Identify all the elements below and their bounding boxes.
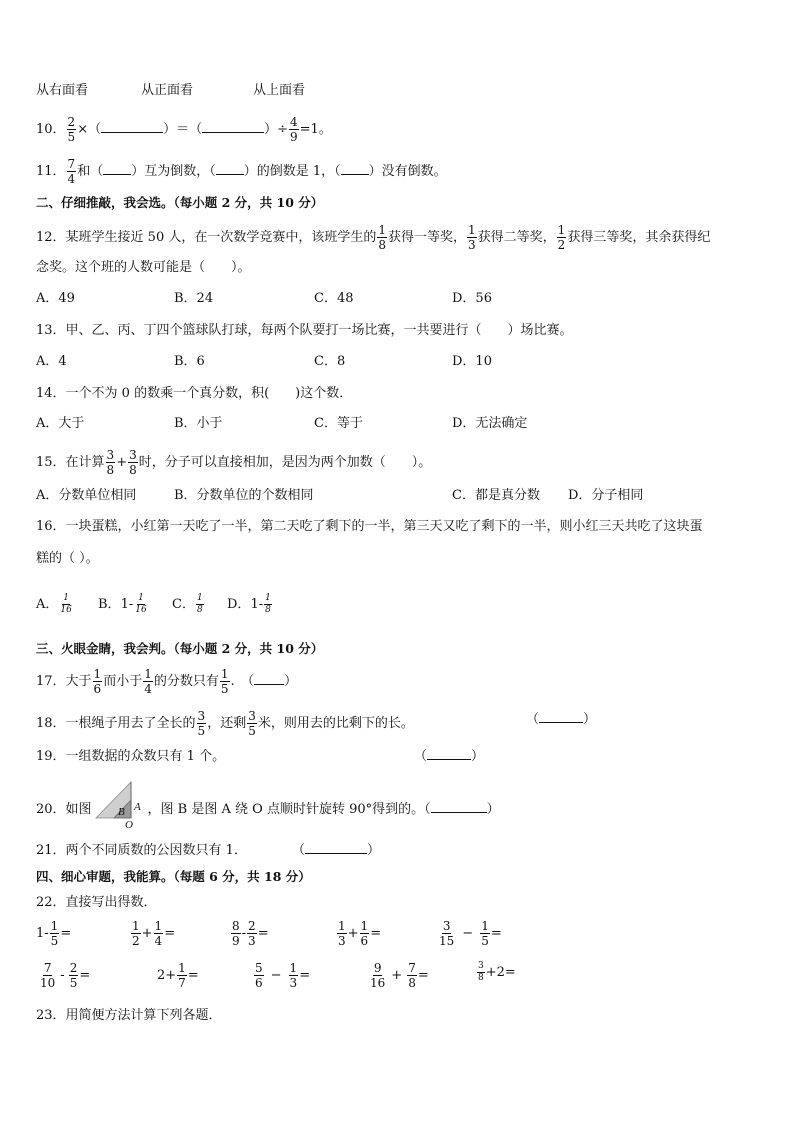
rotation-figure [86, 778, 152, 830]
option-b[interactable]: B．24 [174, 291, 214, 306]
fraction: $\frac{1}{4}$ [154, 919, 163, 948]
fraction: $\frac{2}{3}$ [248, 919, 256, 948]
question-16-cont: 糕的（ ）。 [36, 551, 99, 566]
calc-item-3: $\frac{8}{9}$ - $\frac{2}{3}$ = [232, 919, 269, 948]
fraction: $\frac{7}{8}$ [408, 961, 416, 990]
answer-blank[interactable] [216, 162, 244, 175]
option-c[interactable]: C． $\frac{1}{8}$ [172, 593, 203, 615]
fraction: $\frac{7}{10}$ [40, 961, 56, 990]
fraction: $\frac{3}{5}$ [248, 709, 256, 738]
question-12-cont: 念奖。这个班的人数可能是（ ）。 [36, 260, 251, 275]
fraction: $\frac{3}{5}$ [197, 709, 206, 738]
question-13: 13．甲、乙、丙、丁四个篮球队打球，每两个队要打一场比赛，一共要进行（ ）场比赛。 [36, 323, 573, 338]
question-20: 20．如图 ，图 B 是图 A 绕 O 点顺时针旋转 90°得到的。（ ） [36, 802, 500, 817]
answer-blank[interactable] [305, 841, 367, 854]
answer-blank[interactable] [202, 120, 264, 133]
answer-blank[interactable] [101, 120, 163, 133]
calc-item-6: $\frac{7}{10}$ - $\frac{2}{5}$ = [40, 961, 91, 990]
view-label-top: 从上面看 [253, 83, 306, 98]
option-c[interactable]: C．等于 [314, 416, 363, 431]
label-o: O [125, 819, 133, 830]
calc-item-7: 2+ $\frac{1}{7}$ = [157, 961, 199, 990]
section-3-heading: 三、火眼金睛，我会判。（每小题 2 分，共 10 分） [36, 641, 324, 656]
fraction: $\frac{2}{5}$ [67, 115, 76, 144]
fraction: $\frac{1}{6}$ [360, 919, 369, 948]
answer-blank[interactable] [254, 672, 284, 685]
option-b[interactable]: B．分数单位的个数相同 [174, 488, 314, 503]
label-b: B [118, 806, 125, 818]
option-c[interactable]: C．8 [314, 354, 346, 369]
question-22: 22．直接写出得数． [36, 895, 157, 910]
option-a[interactable]: A．49 [36, 291, 75, 306]
calc-item-1: 1- $\frac{1}{5}$ = [36, 919, 72, 948]
question-17: 17．大于 $\frac{1}{6}$ 而小于 $\frac{1}{4}$ 的分数只有 $\frac{1}{5}$ . （ ） [36, 667, 298, 696]
fraction: $\frac{4}{9}$ [290, 115, 298, 144]
fraction: $\frac{1}{5}$ [50, 919, 59, 948]
option-c[interactable]: C．都是真分数 [452, 488, 540, 503]
fraction: $\frac{1}{3}$ [338, 919, 346, 948]
fraction: $\frac{1}{5}$ [220, 667, 229, 696]
fraction: $\frac{1}{3}$ [289, 961, 298, 990]
option-a[interactable]: A． $\frac{1}{16}$ [36, 593, 72, 615]
fraction: $\frac{7}{4}$ [67, 157, 76, 186]
question-19: 19．一组数据的众数只有 1 个。 （ ） [36, 747, 758, 767]
calc-item-5: $\frac{3}{15}$ − $\frac{1}{5}$ = [439, 919, 502, 948]
question-18: 18．一根绳子用去了全长的 $\frac{3}{5}$ ，还剩 $\frac{3}{5}$ 米，则用去的比剩下的长。 （ ） [36, 709, 597, 738]
fraction: $\frac{2}{5}$ [69, 961, 78, 990]
answer-blank[interactable] [427, 747, 471, 760]
option-c[interactable]: C．48 [314, 291, 354, 306]
fraction: $\frac{9}{16}$ [370, 961, 386, 990]
fraction: $\frac{1}{3}$ [468, 223, 476, 252]
view-label-right: 从右面看 [36, 83, 89, 98]
question-11: 11． $\frac{7}{4}$ 和（ ）互为倒数，（ ）的倒数是 1，（ ）没有倒数。 [36, 157, 447, 186]
fraction: $\frac{1}{4}$ [144, 667, 152, 696]
option-d[interactable]: D．56 [452, 291, 492, 306]
fraction: $\frac{1}{2}$ [132, 919, 140, 948]
option-b[interactable]: B．1- $\frac{1}{16}$ [98, 593, 147, 615]
option-d[interactable]: D．分子相同 [568, 488, 644, 503]
fraction: $\frac{1}{2}$ [557, 223, 566, 252]
calc-item-4: $\frac{1}{3}$ + $\frac{1}{6}$ = [338, 919, 382, 948]
option-d[interactable]: D．无法确定 [452, 416, 528, 431]
question-21: 21．两个不同质数的公因数只有 1． （ ） [36, 841, 758, 861]
calc-item-10: $\frac{3}{8}$ +2= [478, 961, 516, 983]
question-10: 10． $\frac{2}{5}$ ×（ ）＝（ ）÷ $\frac{4}{9}$ =1。 [36, 115, 332, 144]
fraction: $\frac{3}{15}$ [439, 919, 455, 948]
fraction: $\frac{1}{8}$ [378, 223, 386, 252]
answer-blank[interactable] [103, 162, 131, 175]
view-label-front: 从正面看 [141, 83, 194, 98]
answer-blank[interactable] [341, 162, 369, 175]
section-4-heading: 四、细心审题，我能算。（每题 6 分，共 18 分） [36, 869, 311, 884]
fraction: $\frac{5}{6}$ [255, 961, 263, 990]
question-15: 15．在计算 $\frac{3}{8}$ + $\frac{3}{8}$ 时，分子可以直接相加，是因为两个加数（ ）。 [36, 448, 432, 477]
fraction: $\frac{3}{8}$ [106, 448, 115, 477]
option-a[interactable]: A．分数单位相同 [36, 488, 137, 503]
judge-bracket[interactable]: （ ） [292, 843, 381, 858]
fraction: $\frac{8}{9}$ [232, 919, 240, 948]
option-a[interactable]: A．大于 [36, 416, 85, 431]
fraction: $\frac{1}{7}$ [178, 961, 186, 990]
option-b[interactable]: B．6 [174, 354, 205, 369]
answer-blank[interactable] [431, 800, 487, 813]
fraction: $\frac{3}{8}$ [478, 961, 484, 983]
fraction: $\frac{1}{5}$ [481, 919, 489, 948]
question-16-options [36, 594, 758, 620]
option-b[interactable]: B．小于 [174, 416, 223, 431]
question-12: 12．某班学生接近 50 人，在一次数学竞赛中，该班学生的 $\frac{1}{8}$ 获得一等奖， $\frac{1}{3}$ 获得二等奖， $\frac{1}{2}$ 获得三等奖，其余获得纪 [36, 223, 711, 252]
label-a: A [134, 801, 141, 813]
judge-bracket[interactable]: （ ） [526, 712, 597, 727]
fraction: $\frac{3}{8}$ [129, 448, 137, 477]
option-d[interactable]: D．10 [452, 354, 492, 369]
answer-blank[interactable] [539, 710, 583, 723]
calc-item-9: $\frac{9}{16}$ + $\frac{7}{8}$ = [370, 961, 429, 990]
question-16: 16．一块蛋糕，小红第一天吃了一半，第二天吃了剩下的一半，第三天又吃了剩下的一半，则小红三天共吃了这块蛋 [36, 519, 703, 534]
judge-bracket[interactable]: （ ） [414, 749, 485, 764]
option-d[interactable]: D．1- $\frac{1}{8}$ [227, 593, 271, 615]
question-23: 23．用简便方法计算下列各题． [36, 1008, 222, 1023]
calc-item-2: $\frac{1}{2}$ + $\frac{1}{4}$ = [132, 919, 176, 948]
calc-item-8: $\frac{5}{6}$ − $\frac{1}{3}$ = [255, 961, 311, 990]
question-14: 14．一个不为 0 的数乘一个真分数，积( )这个数． [36, 386, 353, 401]
option-a[interactable]: A．4 [36, 354, 67, 369]
triangle-figure [86, 778, 152, 830]
section-2-heading: 二、仔细推敲，我会选。（每小题 2 分，共 10 分） [36, 195, 324, 210]
fraction: $\frac{1}{6}$ [93, 667, 102, 696]
